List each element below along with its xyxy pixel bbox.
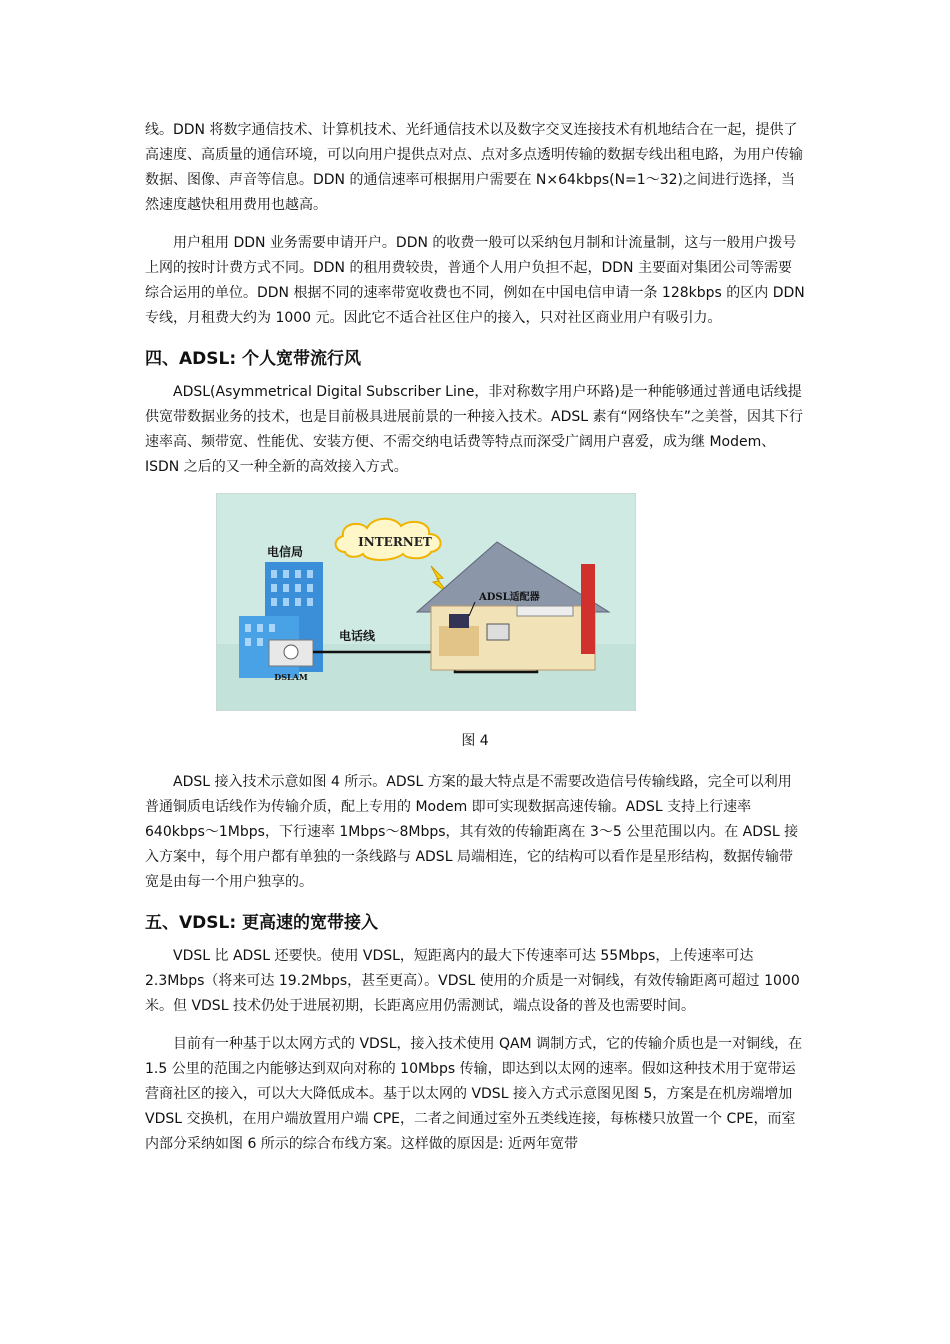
- paragraph-vdsl-ethernet: 目前有一种基于以太网方式的 VDSL，接入技术使用 QAM 调制方式，它的传输介质也是一对铜线，在 1.5 公里的范围之内能够达到双向对称的 10Mbps 传输，即达到以太网的速率。假如这种技术用于宽带运营商社区的接入，可以大大降低成本。基于以太网的 VDSL 接入方式示意图见图 5，方案是在机房端增加 VDSL 交换机，在用户端放置用户端 CPE，二者之间通过室外五类线连接，每栋楼只放置一个 CPE，而室内部分采纳如图 6 所示的综合布线方案。这样做的原因是: 近两年宽带: [145, 1036, 803, 1152]
- internet-label: INTERNET: [358, 535, 432, 549]
- phone-line-label: 电话线: [339, 629, 376, 643]
- paragraph-adsl-intro: ADSL(Asymmetrical Digital Subscriber Line，非对称数字用户环路)是一种能够通过普通电话线提供宽带数据业务的技术，也是目前极具进展前景的一种接入技术。ADSL 素有“网络快车”之美誉，因其下行速率高、频带宽、性能优、安装方便、不需交纳电话费等特点而深受广阔用户喜爱，成为继 Modem、ISDN 之后的又一种全新的高效接入方式。: [145, 384, 803, 475]
- paragraph-ddn-fees: 用户租用 DDN 业务需要申请开户。DDN 的收费一般可以采纳包月制和计流量制，这与一般用户拨号上网的按时计费方式不同。DDN 的租用费较贵，普通个人用户负担不起，DDN 主要面对集团公司等需要综合运用的单位。DDN 根据不同的速率带宽收费也不同，例如在中国电信申请一条 128kbps 的区内 DDN 专线，月租费大约为 1000 元。因此它不适合社区住户的接入，只对社区商业用户有吸引力。: [145, 235, 805, 326]
- office-label: 电信局: [267, 545, 304, 559]
- paragraph-adsl-details: ADSL 接入技术示意如图 4 所示。ADSL 方案的最大特点是不需要改造信号传输线路，完全可以利用普通铜质电话线作为传输介质，配上专用的 Modem 即可实现数据高速传输。ADSL 支持上行速率 640kbps～1Mbps，下行速率 1Mbps～8Mbps，其有效的传输距离在 3～5 公里范围以内。在 ADSL 接入方案中，每个用户都有单独的一条线路与 ADSL 局端相连，它的结构可以看作是星形结构，数据传输带宽是由每一个用户独享的。: [145, 774, 799, 890]
- dslam-label: DSLAM: [274, 672, 308, 682]
- paragraph-ddn-intro: 线。DDN 将数字通信技术、计算机技术、光纤通信技术以及数字交叉连接技术有机地结合在一起，提供了高速度、高质量的通信环境，可以向用户提供点对点、点对多点透明传输的数据专线出租电路，为用户传输数据、图像、声音等信息。DDN 的通信速率可根据用户需要在 N×64kbps(N=1～32)之间进行选择，当然速度越快租用费用也越高。: [145, 122, 803, 213]
- paragraph-vdsl-intro: VDSL 比 ADSL 还要快。使用 VDSL，短距离内的最大下传速率可达 55Mbps，上传速率可达 2.3Mbps（将来可达 19.2Mbps，甚至更高）。VDSL 使用的介质是一对铜线，有效传输距离可超过 1000 米。但 VDSL 技术仍处于进展初期，长距离应用仍需测试，端点设备的普及也需要时间。: [145, 948, 800, 1014]
- adapter-label: ADSL适配器: [479, 592, 540, 603]
- section-heading-adsl: 四、ADSL: 个人宽带流行风: [145, 349, 362, 369]
- document-page: [145, 118, 805, 1170]
- adsl-diagram: [217, 494, 635, 710]
- figure-caption: 图 4: [461, 733, 489, 749]
- chimney: [581, 564, 595, 654]
- section-heading-vdsl: 五、VDSL: 更高速的宽带接入: [145, 913, 379, 933]
- adsl-diagram-figure: [216, 493, 636, 711]
